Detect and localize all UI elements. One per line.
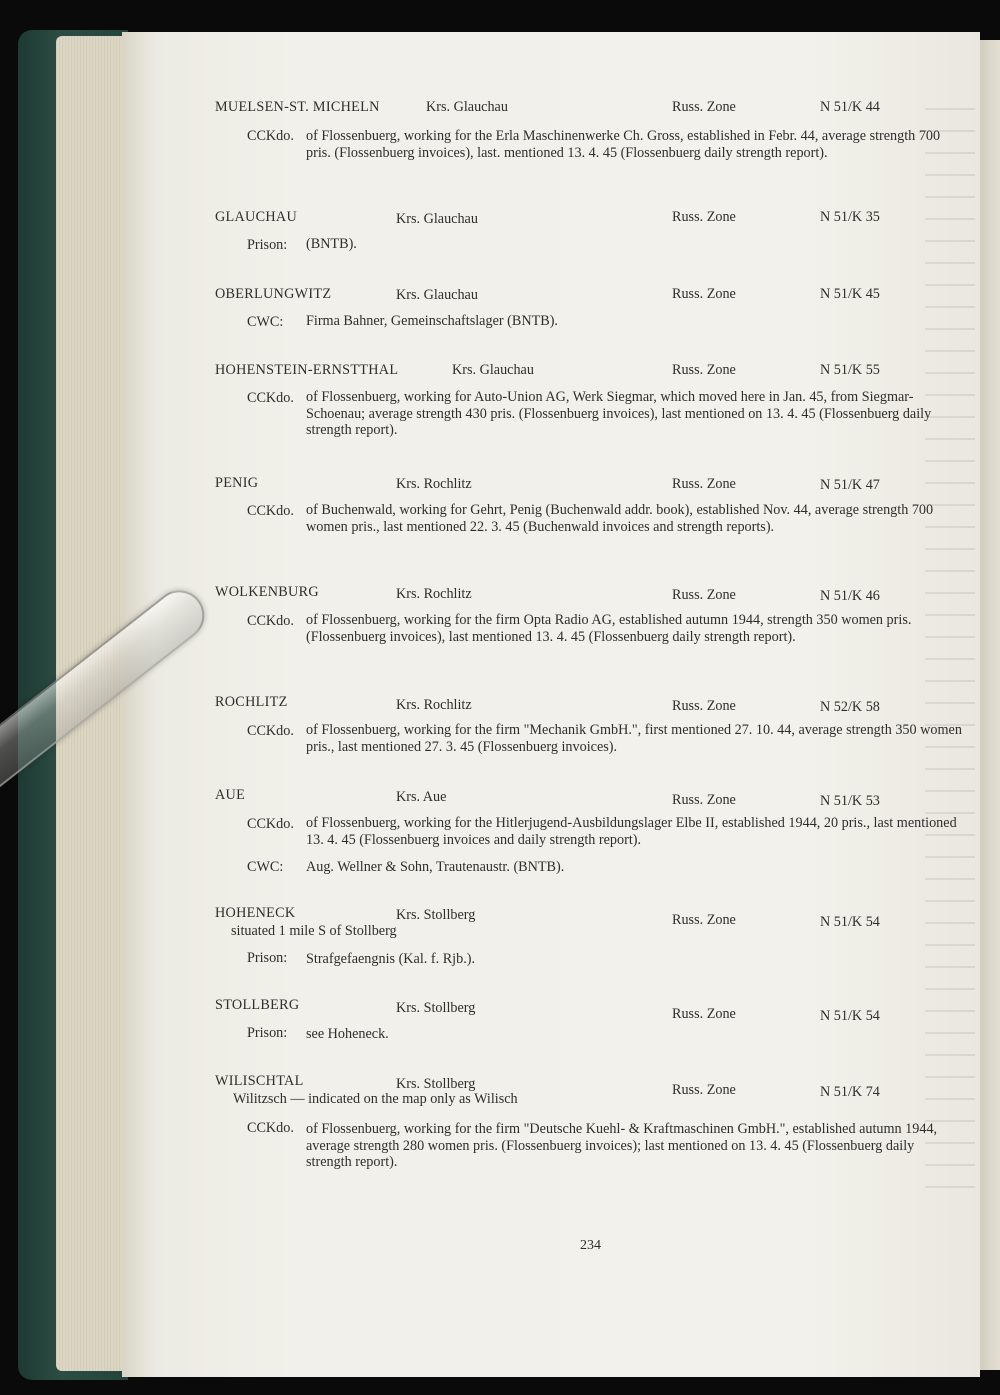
map-ref: N 51/K 44 [820, 99, 880, 115]
detail-text: (BNTB). [306, 236, 357, 252]
detail-text: Aug. Wellner & Sohn, Trautenaustr. (BNTB). [306, 859, 565, 875]
detail-text: of Buchenwald, working for Gehrt, Penig (Buchenwald addr. book), established Nov. 44, average strength 700 women pris., last mentioned 22. 3. 45 (Buchenwald invoices and strength reports). [306, 502, 934, 535]
map-ref: N 51/K 35 [820, 209, 880, 225]
detail-text: Firma Bahner, Gemeinschaftslager (BNTB). [306, 313, 558, 329]
detail-label: Prison: [247, 1025, 288, 1041]
detail-label: CCKdo. [247, 503, 294, 519]
page-number: 234 [580, 1238, 601, 1253]
map-ref: N 51/K 53 [820, 793, 880, 809]
map-ref: N 51/K 54 [820, 1008, 880, 1024]
place-name: MUELSEN-ST. MICHELN [215, 99, 380, 115]
detail-label: CCKdo. [247, 723, 294, 739]
detail-text: of Flossenbuerg, working for the firm "Mechanik GmbH.", first mentioned 27. 10. 44, average strength 350 women pris., last mentioned 27. 3. 45 (Flossenbuerg invoices). [306, 722, 962, 755]
place-subline: situated 1 mile S of Stollberg [231, 923, 397, 939]
district: Krs. Glauchau [426, 99, 508, 115]
district: Krs. Stollberg [396, 1076, 476, 1092]
detail-text: of Flossenbuerg, working for the Hitlerjugend-Ausbildungslager Elbe II, established 1944, 20 pris., last mentioned 13. 4. 45 (Flossenbuerg invoices and daily strength report). [306, 815, 957, 848]
detail-label: CCKdo. [247, 390, 294, 406]
zone: Russ. Zone [672, 99, 736, 115]
map-ref: N 51/K 46 [820, 588, 880, 604]
place-name: GLAUCHAU [215, 209, 298, 225]
detail-label: Prison: [247, 237, 288, 253]
detail-text: of Flossenbuerg, working for the firm Opta Radio AG, established autumn 1944, strength 350 women pris. (Flossenbuerg invoices), last mentioned 13. 4. 45 (Flossenbuerg daily strength report). [306, 612, 912, 645]
detail-text: Strafgefaengnis (Kal. f. Rjb.). [306, 951, 476, 967]
place-name: STOLLBERG [215, 997, 300, 1013]
detail-label: CWC: [247, 314, 284, 330]
district: Krs. Rochlitz [396, 697, 472, 713]
district: Krs. Stollberg [396, 1000, 476, 1016]
place-name: WILISCHTAL [215, 1073, 304, 1089]
map-ref: N 51/K 55 [820, 362, 880, 378]
place-name: AUE [215, 787, 246, 803]
zone: Russ. Zone [672, 792, 736, 808]
zone: Russ. Zone [672, 1006, 736, 1022]
detail-text: of Flossenbuerg, working for the Erla Maschinenwerke Ch. Gross, established in Febr. 44, average strength 700 pris. (Flossenbuerg invoices), last. mentioned 13. 4. 45 (Flossenbuerg daily strength report). [306, 128, 941, 161]
map-ref: N 52/K 58 [820, 699, 880, 715]
map-ref: N 51/K 54 [820, 914, 880, 930]
place-name: WOLKENBURG [215, 584, 319, 600]
district: Krs. Aue [396, 789, 447, 805]
zone: Russ. Zone [672, 286, 736, 302]
place-name: PENIG [215, 475, 259, 491]
zone: Russ. Zone [672, 912, 736, 928]
district: Krs. Glauchau [452, 362, 534, 378]
map-ref: N 51/K 47 [820, 477, 880, 493]
district: Krs. Glauchau [396, 211, 478, 227]
place-name: OBERLUNGWITZ [215, 286, 332, 302]
detail-label: CCKdo. [247, 613, 294, 629]
zone: Russ. Zone [672, 476, 736, 492]
map-ref: N 51/K 74 [820, 1084, 880, 1100]
detail-label: Prison: [247, 950, 288, 966]
detail-text: see Hoheneck. [306, 1026, 389, 1042]
district: Krs. Rochlitz [396, 586, 472, 602]
zone: Russ. Zone [672, 1082, 736, 1098]
zone: Russ. Zone [672, 362, 736, 378]
map-ref: N 51/K 45 [820, 286, 880, 302]
detail-text: of Flossenbuerg, working for the firm "Deutsche Kuehl- & Kraftmaschinen GmbH.", established autumn 1944, average strength 280 women pris. (Flossenbuerg invoices); last mentioned on 13. 4. 45 (Flossenbuerg daily strength report). [306, 1121, 938, 1170]
zone: Russ. Zone [672, 587, 736, 603]
place-name: ROCHLITZ [215, 694, 288, 710]
district: Krs. Rochlitz [396, 476, 472, 492]
zone: Russ. Zone [672, 209, 736, 225]
detail-label: CCKdo. [247, 1120, 294, 1136]
place-name: HOHENSTEIN-ERNSTTHAL [215, 362, 399, 378]
detail-text: of Flossenbuerg, working for Auto-Union AG, Werk Siegmar, which moved here in Jan. 45, from Siegmar-Schoenau; average strength 430 pris. (Flossenbuerg invoices), last mentioned on 13. 4. 45 (Flossenbuerg daily strength report). [306, 389, 932, 438]
district: Krs. Stollberg [396, 907, 476, 923]
place-subline: Wilitzsch — indicated on the map only as Wilisch [233, 1091, 518, 1107]
detail-label: CWC: [247, 859, 284, 875]
detail-label: CCKdo. [247, 128, 294, 144]
detail-label: CCKdo. [247, 816, 294, 832]
district: Krs. Glauchau [396, 287, 478, 303]
zone: Russ. Zone [672, 698, 736, 714]
place-name: HOHENECK [215, 905, 296, 921]
